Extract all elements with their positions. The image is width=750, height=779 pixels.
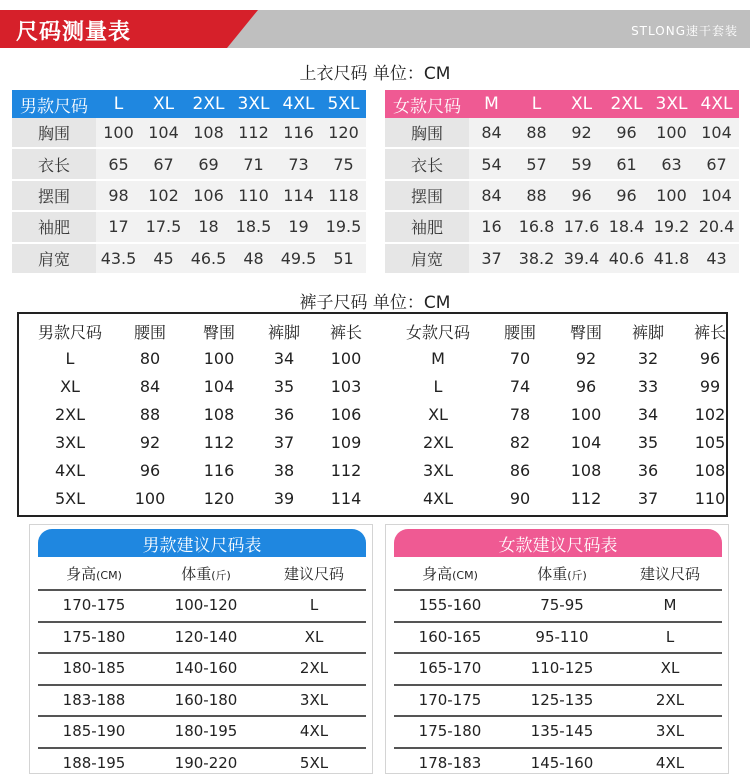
women-pants-value: 92 xyxy=(575,348,597,368)
women-pants-table xyxy=(391,318,741,512)
men-tops-value: 116 xyxy=(276,118,321,147)
men-tops-value: 45 xyxy=(141,244,186,273)
women-tops-value: 18.4 xyxy=(604,212,649,241)
women-tops-value: 84 xyxy=(469,118,514,147)
page-title: 尺码测量表 xyxy=(16,20,132,45)
women-pants-value: 35 xyxy=(637,432,659,452)
women-pants-row xyxy=(391,344,741,372)
weight-unit: (斤) xyxy=(567,568,587,582)
men-tops-header-label: 男款尺码 xyxy=(20,96,88,117)
women-pants-value: 108 xyxy=(694,460,726,480)
women-pants-header-cell: 裤脚 xyxy=(631,322,664,342)
women-pants-size: XL xyxy=(428,404,448,424)
men-tops-header-size: L xyxy=(113,94,124,114)
women-pants-value: 78 xyxy=(509,404,531,424)
men-tops-header-size: XL xyxy=(152,94,175,114)
men-pants-value: 104 xyxy=(203,376,235,396)
women-pants-header-row xyxy=(391,318,741,344)
women-recommend-columns xyxy=(394,557,722,589)
women-tops-value: 63 xyxy=(649,149,694,178)
men-tops-value: 19.5 xyxy=(321,212,366,241)
men-pants-value: 120 xyxy=(203,488,235,508)
women-tops-value: 92 xyxy=(559,118,604,147)
size-column-header: 建议尺码 xyxy=(639,564,700,583)
women-tops-value: 96 xyxy=(559,181,604,210)
men-pants-value: 37 xyxy=(273,432,295,452)
women-recommend-row xyxy=(394,589,722,619)
women-tops-measure-label: 摆围 xyxy=(385,181,469,210)
recommended-size: M xyxy=(663,596,677,614)
men-pants-size: 2XL xyxy=(54,404,86,424)
women-recommend-row xyxy=(394,621,722,651)
weight-range: 180-195 xyxy=(174,722,238,740)
men-recommend-box xyxy=(29,524,373,774)
women-tops-value: 100 xyxy=(649,118,694,147)
women-pants-value: 90 xyxy=(509,488,531,508)
women-pants-value: 105 xyxy=(694,432,726,452)
men-tops-body xyxy=(12,118,366,275)
women-tops-value: 41.8 xyxy=(649,244,694,273)
men-tops-row xyxy=(12,244,366,275)
men-tops-value: 65 xyxy=(96,149,141,178)
women-tops-value: 43 xyxy=(694,244,739,273)
height-range: 175-180 xyxy=(62,627,126,646)
men-tops-measure-label: 肩宽 xyxy=(12,244,96,273)
recommended-size: XL xyxy=(660,659,680,677)
men-pants-value: 35 xyxy=(273,376,295,396)
men-tops-value: 112 xyxy=(231,118,276,147)
height-column-header xyxy=(38,563,150,584)
women-tops-value: 39.4 xyxy=(559,244,604,273)
women-tops-value: 104 xyxy=(694,118,739,147)
women-tops-value: 84 xyxy=(469,181,514,210)
men-tops-table xyxy=(12,90,366,275)
women-tops-value: 20.4 xyxy=(694,212,739,241)
women-tops-value: 37 xyxy=(469,244,514,273)
women-pants-size: 3XL xyxy=(422,460,454,480)
women-tops-value: 57 xyxy=(514,149,559,178)
women-tops-value: 54 xyxy=(469,149,514,178)
women-recommend-row xyxy=(394,715,722,745)
page-header xyxy=(0,10,750,48)
women-tops-table xyxy=(385,90,739,275)
weight-range: 100-120 xyxy=(174,596,238,614)
men-tops-value: 17.5 xyxy=(141,212,186,241)
height-unit: (CM) xyxy=(96,568,122,582)
women-tops-value: 104 xyxy=(694,181,739,210)
men-pants-value: 84 xyxy=(139,376,161,396)
weight-range: 135-145 xyxy=(530,722,594,740)
men-pants-row xyxy=(25,428,377,456)
women-pants-size: M xyxy=(431,348,445,368)
recommended-size: 2XL xyxy=(655,690,685,709)
women-tops-value: 88 xyxy=(514,118,559,147)
men-pants-value: 34 xyxy=(273,348,295,368)
men-tops-header-size: 4XL xyxy=(282,94,315,114)
weight-range: 140-160 xyxy=(174,659,238,677)
women-pants-row xyxy=(391,428,741,456)
women-tops-value: 67 xyxy=(694,149,739,178)
men-pants-value: 116 xyxy=(203,460,235,480)
height-column-header xyxy=(394,563,506,584)
men-tops-value: 102 xyxy=(141,181,186,210)
women-pants-value: 108 xyxy=(570,460,602,480)
men-pants-header-row xyxy=(25,318,377,344)
women-tops-measure-label: 肩宽 xyxy=(385,244,469,273)
weight-label: 体重 xyxy=(181,564,212,583)
weight-range: 110-125 xyxy=(530,659,594,677)
men-pants-row xyxy=(25,484,377,512)
men-tops-row xyxy=(12,181,366,212)
men-pants-header-cell: 裤长 xyxy=(329,322,362,342)
men-tops-header-size: 3XL xyxy=(237,94,270,114)
men-tops-value: 19 xyxy=(276,212,321,241)
men-tops-value: 51 xyxy=(321,244,366,273)
men-pants-value: 112 xyxy=(203,432,235,452)
women-pants-value: 82 xyxy=(509,432,531,452)
women-pants-row xyxy=(391,484,741,512)
women-pants-value: 112 xyxy=(570,488,602,508)
women-tops-row xyxy=(385,118,739,149)
recommended-size: 4XL xyxy=(655,753,685,772)
men-tops-measure-label: 袖肥 xyxy=(12,212,96,241)
women-recommend-row xyxy=(394,747,722,777)
women-tops-value: 96 xyxy=(604,118,649,147)
height-range: 178-183 xyxy=(418,753,482,772)
pants-table xyxy=(17,312,728,517)
men-recommend-row xyxy=(38,621,366,651)
men-pants-value: 96 xyxy=(139,460,161,480)
men-pants-value: 100 xyxy=(203,348,235,368)
brand-label: STLONG速干套装 xyxy=(631,24,738,38)
height-label: 身高 xyxy=(66,564,97,583)
women-tops-header-label: 女款尺码 xyxy=(393,96,461,117)
women-tops-row xyxy=(385,149,739,180)
men-pants-size: XL xyxy=(60,376,80,396)
height-range: 170-175 xyxy=(62,596,126,614)
women-pants-value: 34 xyxy=(637,404,659,424)
men-recommend-row xyxy=(38,684,366,714)
women-pants-row xyxy=(391,400,741,428)
men-tops-value: 114 xyxy=(276,181,321,210)
men-pants-row xyxy=(25,344,377,372)
men-tops-value: 120 xyxy=(321,118,366,147)
men-tops-value: 18.5 xyxy=(231,212,276,241)
men-tops-value: 17 xyxy=(96,212,141,241)
women-pants-value: 100 xyxy=(570,404,602,424)
women-pants-header-cell: 裤长 xyxy=(693,322,726,342)
men-pants-header-cell: 裤脚 xyxy=(267,322,300,342)
women-pants-value: 96 xyxy=(699,348,721,368)
weight-label: 体重 xyxy=(537,564,568,583)
weight-range: 125-135 xyxy=(530,690,594,709)
women-tops-row xyxy=(385,181,739,212)
women-pants-value: 102 xyxy=(694,404,726,424)
men-tops-value: 49.5 xyxy=(276,244,321,273)
women-tops-header-size: 2XL xyxy=(610,94,643,114)
men-tops-row xyxy=(12,118,366,149)
height-range: 170-175 xyxy=(418,690,482,709)
women-pants-value: 36 xyxy=(637,460,659,480)
women-pants-value: 74 xyxy=(509,376,531,396)
men-tops-header-size: 2XL xyxy=(192,94,225,114)
tops-section-title: 上衣尺码 单位：CM xyxy=(299,64,451,84)
women-pants-value: 99 xyxy=(699,376,721,396)
men-recommend-row xyxy=(38,747,366,777)
men-recommend-row xyxy=(38,652,366,682)
women-tops-value: 61 xyxy=(604,149,649,178)
men-tops-value: 98 xyxy=(96,181,141,210)
men-tops-value: 43.5 xyxy=(96,244,141,273)
men-pants-row xyxy=(25,372,377,400)
women-pants-size: 2XL xyxy=(422,432,454,452)
weight-column-header xyxy=(506,563,618,584)
men-recommend-title: 男款建议尺码表 xyxy=(38,529,366,557)
men-tops-value: 118 xyxy=(321,181,366,210)
men-pants-row xyxy=(25,456,377,484)
women-tops-value: 17.6 xyxy=(559,212,604,241)
pants-section-title: 裤子尺码 单位：CM xyxy=(299,293,451,313)
men-pants-value: 106 xyxy=(330,404,362,424)
men-pants-value: 114 xyxy=(330,488,362,508)
men-tops-value: 75 xyxy=(321,149,366,178)
height-range: 165-170 xyxy=(418,659,482,677)
weight-unit: (斤) xyxy=(211,568,231,582)
men-pants-value: 88 xyxy=(139,404,161,424)
recommended-size: 4XL xyxy=(299,722,329,740)
recommended-size: 5XL xyxy=(299,753,329,772)
men-pants-header-cell: 腰围 xyxy=(133,322,166,342)
men-pants-size: L xyxy=(65,348,75,368)
women-pants-header-cell: 腰围 xyxy=(503,322,536,342)
men-pants-value: 38 xyxy=(273,460,295,480)
women-pants-value: 110 xyxy=(694,488,726,508)
men-pants-value: 112 xyxy=(330,460,362,480)
women-pants-value: 86 xyxy=(509,460,531,480)
women-pants-size: L xyxy=(433,376,443,396)
women-recommend-row xyxy=(394,652,722,682)
men-tops-value: 110 xyxy=(231,181,276,210)
men-recommend-row xyxy=(38,589,366,619)
women-tops-value: 19.2 xyxy=(649,212,694,241)
men-tops-value: 48 xyxy=(231,244,276,273)
women-tops-value: 96 xyxy=(604,181,649,210)
men-tops-value: 106 xyxy=(186,181,231,210)
height-unit: (CM) xyxy=(452,568,478,582)
men-pants-value: 80 xyxy=(139,348,161,368)
men-tops-value: 18 xyxy=(186,212,231,241)
men-pants-row xyxy=(25,400,377,428)
women-tops-value: 40.6 xyxy=(604,244,649,273)
men-pants-value: 109 xyxy=(330,432,362,452)
recommended-size: L xyxy=(309,596,319,614)
women-tops-value: 38.2 xyxy=(514,244,559,273)
men-tops-value: 108 xyxy=(186,118,231,147)
men-tops-value: 73 xyxy=(276,149,321,178)
women-tops-row xyxy=(385,244,739,275)
men-tops-header-row xyxy=(12,90,366,118)
men-tops-value: 71 xyxy=(231,149,276,178)
men-tops-measure-label: 摆围 xyxy=(12,181,96,210)
women-tops-header-size: 4XL xyxy=(700,94,733,114)
men-pants-value: 36 xyxy=(273,404,295,424)
men-tops-header-size: 5XL xyxy=(327,94,360,114)
women-tops-value: 16.8 xyxy=(514,212,559,241)
women-tops-value: 88 xyxy=(514,181,559,210)
height-label: 身高 xyxy=(422,564,453,583)
men-pants-table xyxy=(25,318,377,512)
height-range: 188-195 xyxy=(62,753,126,772)
weight-range: 95-110 xyxy=(535,627,589,646)
women-tops-measure-label: 胸围 xyxy=(385,118,469,147)
men-pants-header-cell: 男款尺码 xyxy=(37,322,102,342)
women-tops-header-size: M xyxy=(484,94,499,114)
women-pants-row xyxy=(391,372,741,400)
height-range: 160-165 xyxy=(418,627,482,646)
men-pants-value: 39 xyxy=(273,488,295,508)
men-pants-value: 100 xyxy=(330,348,362,368)
men-tops-row xyxy=(12,212,366,243)
men-recommend-row xyxy=(38,715,366,745)
women-recommend-row xyxy=(394,684,722,714)
women-pants-value: 70 xyxy=(509,348,531,368)
men-tops-value: 46.5 xyxy=(186,244,231,273)
women-tops-body xyxy=(385,118,739,275)
weight-range: 190-220 xyxy=(174,753,238,772)
women-tops-header-row xyxy=(385,90,739,118)
women-pants-header-cell: 女款尺码 xyxy=(405,322,470,342)
women-tops-header-size: 3XL xyxy=(655,94,688,114)
men-tops-value: 69 xyxy=(186,149,231,178)
weight-range: 145-160 xyxy=(530,753,594,772)
men-pants-size: 3XL xyxy=(54,432,86,452)
weight-range: 120-140 xyxy=(174,627,238,646)
recommended-size: 2XL xyxy=(299,659,329,677)
men-tops-value: 67 xyxy=(141,149,186,178)
women-tops-row xyxy=(385,212,739,243)
men-recommend-columns xyxy=(38,557,366,589)
size-column-header: 建议尺码 xyxy=(283,564,344,583)
height-range: 185-190 xyxy=(62,722,126,740)
women-tops-measure-label: 袖肥 xyxy=(385,212,469,241)
men-tops-value: 104 xyxy=(141,118,186,147)
height-range: 183-188 xyxy=(62,690,126,709)
women-tops-value: 100 xyxy=(649,181,694,210)
weight-range: 160-180 xyxy=(174,690,238,709)
women-pants-value: 104 xyxy=(570,432,602,452)
height-range: 155-160 xyxy=(418,596,482,614)
recommended-size: XL xyxy=(304,627,324,646)
women-pants-size: 4XL xyxy=(422,488,454,508)
men-pants-size: 5XL xyxy=(54,488,86,508)
recommended-size: 3XL xyxy=(655,722,685,740)
men-pants-header-cell: 臀围 xyxy=(202,322,235,342)
women-pants-value: 37 xyxy=(637,488,659,508)
women-tops-measure-label: 衣长 xyxy=(385,149,469,178)
women-pants-value: 32 xyxy=(637,348,659,368)
women-pants-header-cell: 臀围 xyxy=(569,322,602,342)
women-pants-value: 33 xyxy=(637,376,659,396)
weight-column-header xyxy=(150,563,262,584)
men-tops-measure-label: 胸围 xyxy=(12,118,96,147)
men-tops-value: 100 xyxy=(96,118,141,147)
women-tops-header-size: L xyxy=(531,94,542,114)
recommended-size: 3XL xyxy=(299,690,329,709)
women-recommend-title: 女款建议尺码表 xyxy=(394,529,722,557)
women-pants-value: 96 xyxy=(575,376,597,396)
women-tops-header-size: XL xyxy=(570,94,593,114)
men-pants-size: 4XL xyxy=(54,460,86,480)
height-range: 180-185 xyxy=(62,659,126,677)
men-pants-value: 108 xyxy=(203,404,235,424)
women-tops-value: 16 xyxy=(469,212,514,241)
men-tops-measure-label: 衣长 xyxy=(12,149,96,178)
men-tops-row xyxy=(12,149,366,180)
recommended-size: L xyxy=(665,627,675,646)
weight-range: 75-95 xyxy=(540,596,584,614)
men-pants-value: 92 xyxy=(139,432,161,452)
men-pants-value: 103 xyxy=(330,376,362,396)
women-recommend-box xyxy=(385,524,729,774)
men-pants-value: 100 xyxy=(134,488,166,508)
women-tops-value: 59 xyxy=(559,149,604,178)
women-pants-row xyxy=(391,456,741,484)
height-range: 175-180 xyxy=(418,722,482,740)
